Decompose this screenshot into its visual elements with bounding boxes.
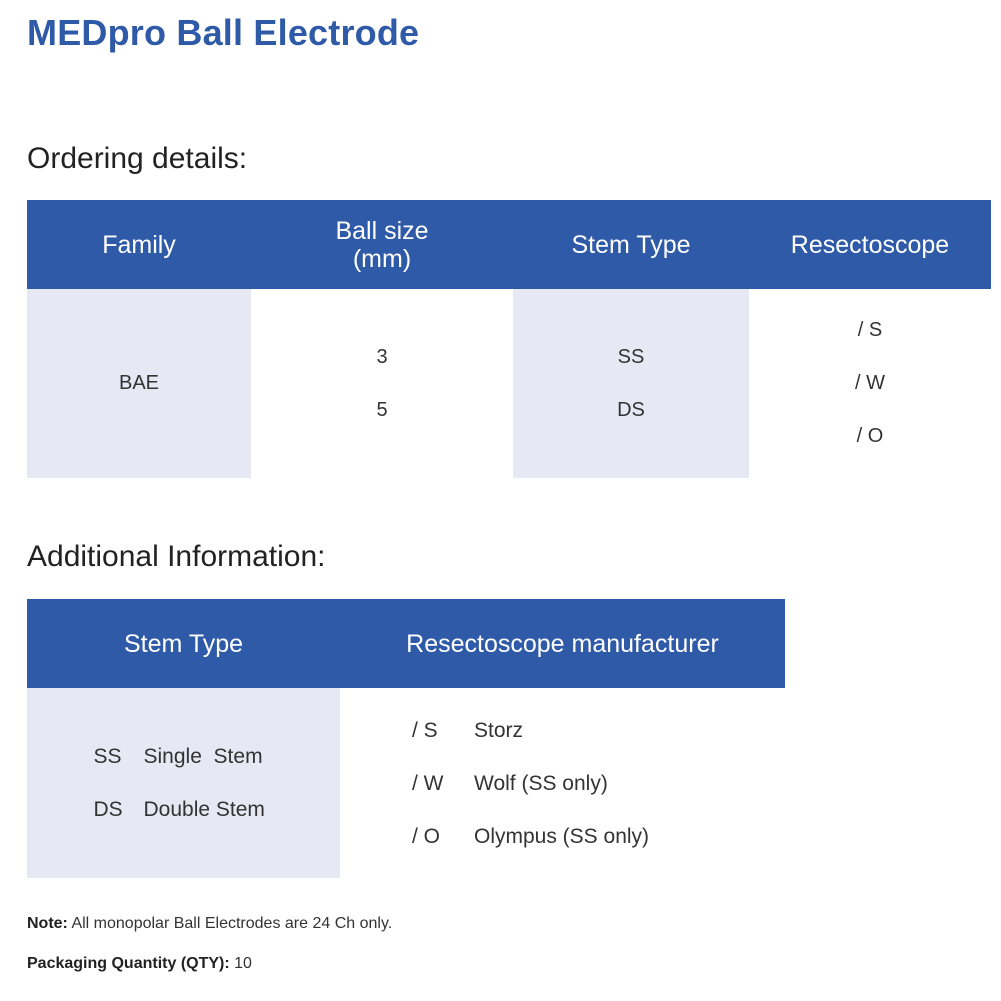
packaging-quantity [27,955,252,973]
stem-label: Single Stem [143,745,263,768]
list-item [94,783,294,836]
manufacturer-code: / S [412,718,438,742]
list-item [412,757,608,810]
stem-type-value: SS [617,345,645,368]
additional-table-header [27,599,785,688]
header-ball-size [251,200,513,289]
stem-type-value: DS [617,398,645,421]
resectoscope-value: / S [857,319,883,341]
resectoscope-value: / W [855,372,885,394]
additional-table-body [27,688,785,878]
stem-code: SS [93,745,122,768]
manufacturer-code: / O [412,824,441,848]
family-value: BAE [118,372,160,394]
note-body: All monopolar Ball Electrodes are 24 Ch only. [67,915,393,932]
manufacturer-label: Wolf (SS only) [474,771,608,795]
cell-stem-types [27,688,340,878]
ordering-table-header [27,200,991,289]
header-resectoscope: Resectoscope [790,230,950,259]
cell-ball-size [251,289,513,478]
packaging-quantity-value: 10 [229,955,252,972]
header-stem-type: Stem Type [571,230,691,259]
manufacturer-label: Olympus (SS only) [474,824,650,848]
ordering-details-heading: Ordering details: [27,142,248,175]
list-item [412,810,649,863]
cell-manufacturers [340,688,785,878]
manufacturer-code: / W [412,771,444,795]
list-item [412,704,523,757]
ball-size-value: 3 [376,345,388,368]
cell-family [27,289,251,478]
header-stem-type: Stem Type [123,629,244,658]
header-family: Family [102,230,176,259]
note-label: Note: [27,915,68,932]
ordering-details-table [27,200,991,479]
header-ball-size-label: Ball size (mm) [335,216,429,273]
cell-resectoscope [749,289,991,478]
ball-size-value: 5 [376,398,388,421]
packaging-quantity-label: Packaging Quantity (QTY): [27,955,230,972]
note-text [27,915,392,933]
list-item [94,730,294,783]
manufacturer-label: Storz [474,718,524,742]
resectoscope-value: / O [856,425,884,447]
cell-stem-type [513,289,749,478]
ordering-table-body [27,289,991,478]
stem-code: DS [93,798,123,821]
stem-label: Double Stem [143,798,265,821]
additional-information-heading: Additional Information: [27,540,326,573]
header-resectoscope-manufacturer: Resectoscope manufacturer [406,629,719,658]
page-title: MEDpro Ball Electrode [27,12,420,53]
additional-information-table [27,599,785,879]
